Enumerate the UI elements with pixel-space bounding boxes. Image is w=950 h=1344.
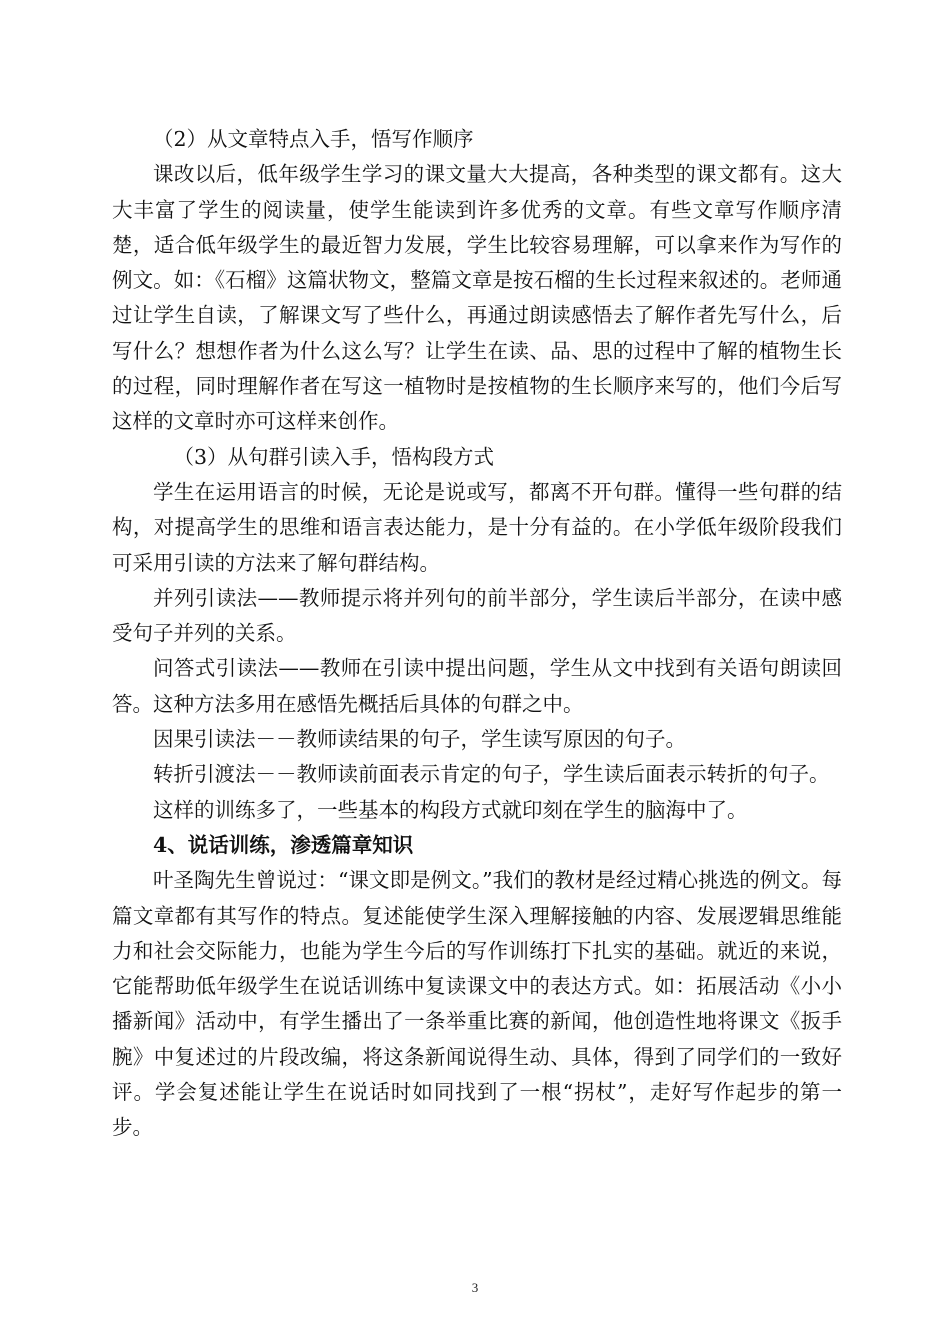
paragraph-5: 因果引读法－－教师读结果的句子，学生读写原因的句子。 [153,727,686,752]
paragraph-1: 课改以后，低年级学生学习的课文量大大提高，各种类型的课文都有。这大大丰富了学生的阅读量，使学生能读到许多优秀的文章。有些文章写作顺序清楚，适合低年级学生的最近智力发展，学生比较容易理解，可以拿来作为写作的例文。如：《石榴》这篇状物文，整篇文章是按石榴的生长过程来叙述的。老师通过让学生自读，了解课文写了些什么，再通过朗读感悟去了解作者先写什么，后写什么？想想作者为什么这么写？让学生在读、品、思的过程中了解的植物生长的过程，同时理解作者在写这一植物时是按植物的生长顺序来写的，他们今后写这样的文章时亦可这样来创作。 [112,162,842,434]
paragraph-2: 学生在运用语言的时候，无论是说或写，都离不开句群。懂得一些句群的结构，对提高学生的思维和语言表达能力，是十分有益的。在小学低年级阶段我们可采用引读的方法来了解句群结构。 [112,479,842,575]
paragraph-6: 转折引渡法－－教师读前面表示肯定的句子，学生读后面表示转折的句子。 [153,762,830,787]
paragraph-8: 叶圣陶先生曾说过：“课文即是例文。”我们的教材是经过精心挑选的例文。每篇文章都有其写作的特点。复述能使学生深入理解接触的内容、发展逻辑思维能力和社会交际能力，也能为学生今后的写作训练打下扎实的基础。就近的来说，它能帮助低年级学生在说话训练中复读课文中的表达方式。如：拓展活动《小小播新闻》活动中，有学生播出了一条举重比赛的新闻，他创造性地将课文《扳手腕》中复述过的片段改编，将这条新闻说得生动、具体，得到了同学们的一致好评。学会复述能让学生在说话时如同找到了一根“拐杖”，走好写作起步的第一步。 [112,868,842,1140]
body-text [112,122,842,1146]
paragraph-4: 问答式引读法——教师在引读中提出问题，学生从文中找到有关语句朗读回答。这种方法多用在感悟先概括后具体的句群之中。 [112,656,842,716]
section-heading-4: 4、说话训练，渗透篇章知识 [153,832,414,857]
subheading-2: （2）从文章特点入手，悟写作顺序 [153,127,474,151]
paragraph-7: 这样的训练多了，一些基本的构段方式就印刻在学生的脑海中了。 [153,797,748,822]
paragraph-3: 并列引读法——教师提示将并列句的前半部分，学生读后半部分，在读中感受句子并列的关系。 [112,585,842,646]
page-number: 3 [471,1280,479,1295]
subheading-3: （3）从句群引读入手，悟构段方式 [173,444,495,469]
